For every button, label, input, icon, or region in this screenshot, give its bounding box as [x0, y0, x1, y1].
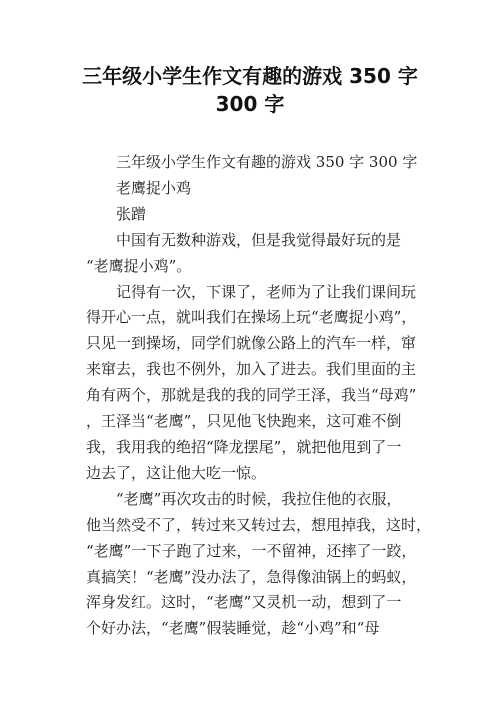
text-line: 张蹭: [116, 204, 147, 223]
document-body: [86, 150, 432, 642]
text-line: 中国有无数种游戏，但是我觉得最好玩的是: [116, 230, 402, 249]
text-line: 我，我用我的绝招“降龙摆尾”，就把他甩到了一: [86, 437, 402, 456]
document-title: [40, 62, 460, 118]
text-line: 个好办法，“老鹰”假装睡觉，趁“小鸡”和“母: [86, 619, 380, 638]
text-line: ，王泽当“老鹰”，只见他飞快跑来，这可难不倒: [86, 412, 402, 431]
text-line: 边去了，这让他大吃一惊。: [86, 463, 267, 482]
text-line: 真搞笑！“老鹰”没办法了，急得像油锅上的蚂蚁，: [86, 567, 417, 586]
text-line: 来窜去，我也不例外，加入了进去。我们里面的主: [86, 360, 417, 379]
text-line: 浑身发红。这时，“老鹰”又灵机一动，想到了一: [86, 593, 402, 612]
text-line: “老鹰捉小鸡”。: [86, 256, 192, 275]
text-line: 只见一到操场，同学们就像公路上的汽车一样，窜: [86, 334, 417, 353]
text-line: 老鹰捉小鸡: [116, 178, 192, 197]
title-line: 300 字: [215, 92, 285, 116]
text-line: 三年级小学生作文有趣的游戏 350 字 300 字: [116, 153, 418, 171]
text-line: “老鹰”一下子跑了过来，一不留神，还摔了一跤，: [86, 541, 417, 560]
text-line: 记得有一次，下课了，老师为了让我们课间玩: [116, 282, 417, 301]
text-line: 他当然受不了，转过来又转过去，想甩掉我，这时，: [86, 515, 432, 534]
title-line: 三年级小学生作文有趣的游戏 350 字: [82, 64, 418, 88]
text-line: 角有两个，那就是我的我的同学王泽，我当“母鸡”: [86, 386, 417, 405]
text-line: “老鹰”再次攻击的时候，我拉住他的衣服，: [116, 489, 402, 508]
text-line: 得开心一点，就叫我们在操场上玩“老鹰捉小鸡”，: [86, 308, 417, 327]
